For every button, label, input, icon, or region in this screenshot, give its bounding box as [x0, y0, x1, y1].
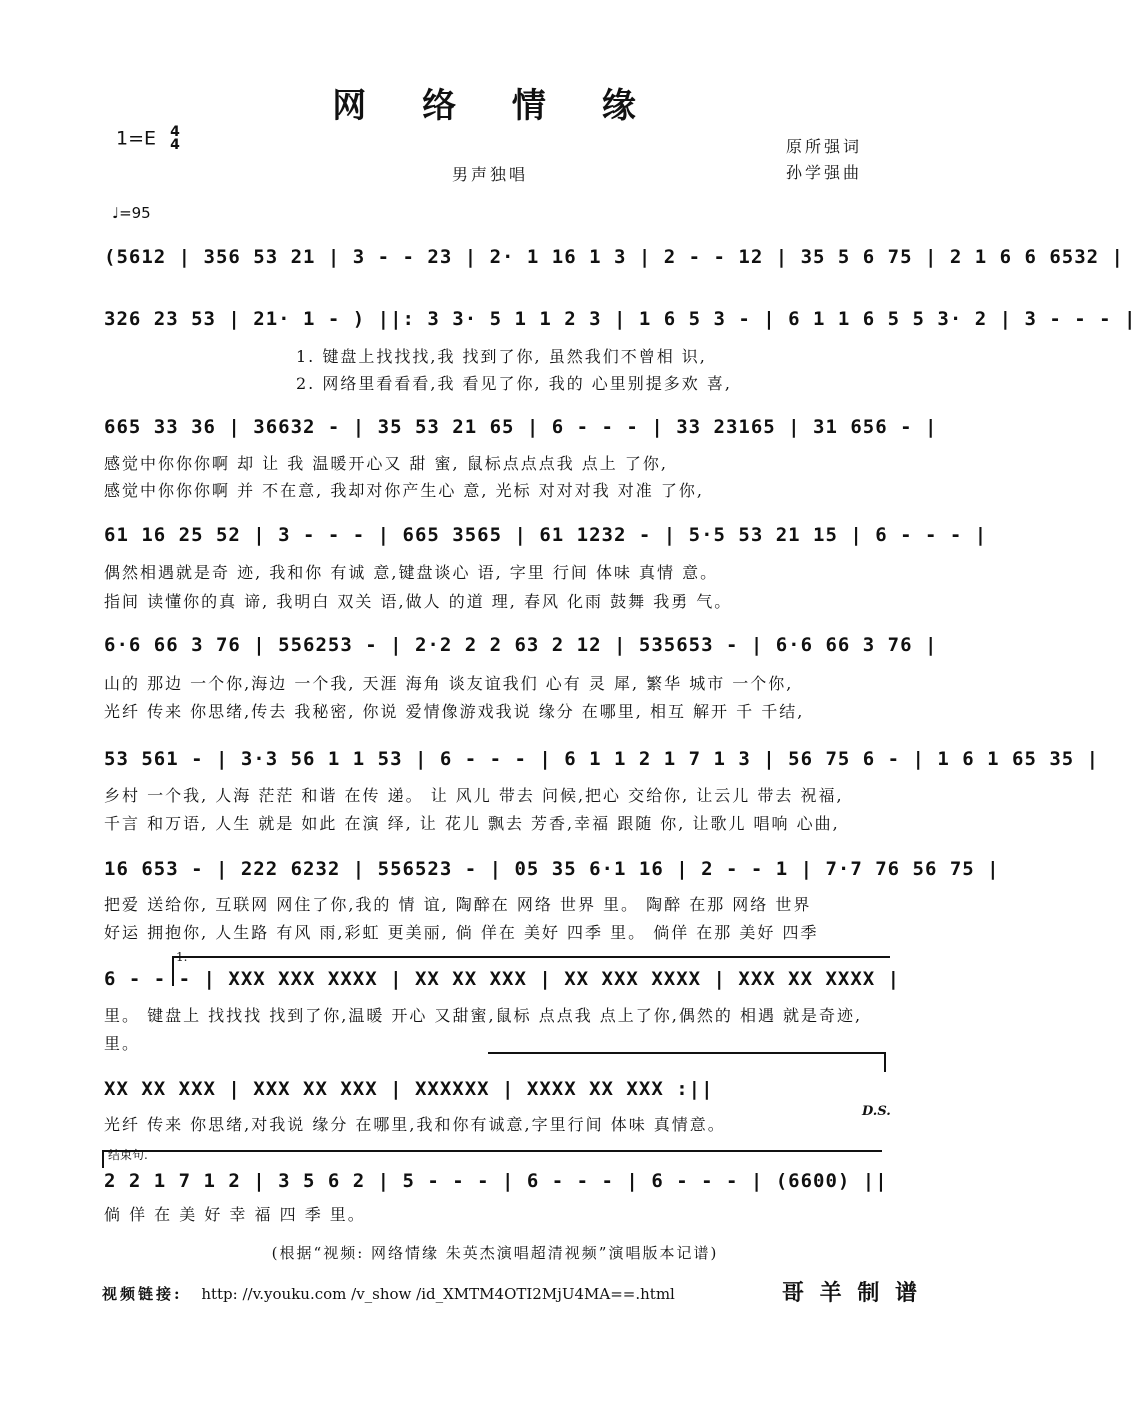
- volta-bracket: [172, 956, 890, 958]
- transcriber-signature: 哥 羊 制 谱: [782, 1280, 921, 1306]
- music-line-5: 6·6 66 3 76 | 556253 - | 2·2 2 2 63 2 12 | 535653 - | 6·6 66 3 76 |: [104, 634, 938, 656]
- composer-credit: 孙学强曲: [786, 163, 863, 182]
- song-title: 网 络 情 缘: [332, 86, 658, 126]
- lyric-line-8: 光纤 传来 你思绪,传去 我秘密, 你说 爱情像游戏我说 缘分 在哪里, 相互 解开 千 千结,: [104, 702, 805, 721]
- lyric-line-2: 2. 网络里看看看,我 看见了你, 我的 心里别提多欢 喜,: [296, 374, 732, 393]
- music-line-7: 16 653 - | 222 6232 | 556523 - | 05 35 6·1 16 | 2 - - 1 | 7·7 76 56 75 |: [104, 858, 1000, 880]
- music-line-6: 53 561 - | 3·3 56 1 1 53 | 6 - - - | 6 1 1 2 1 7 1 3 | 56 75 6 - | 1 6 1 65 35 |: [104, 748, 1100, 770]
- lyric-line-6: 指间 读懂你的真 谛, 我明白 双关 语,做人 的道 理, 春风 化雨 鼓舞 我勇 气。: [104, 592, 733, 611]
- ending-bracket: [102, 1150, 882, 1152]
- lyric-line-4: 感觉中你你你啊 并 不在意, 我却对你产生心 意, 光标 对对对我 对准 了你,: [104, 481, 704, 500]
- lyric-line-3: 感觉中你你你啊 却 让 我 温暖开心又 甜 蜜, 鼠标点点点我 点上 了你,: [104, 454, 668, 473]
- video-link-label: 视频链接:: [102, 1285, 183, 1303]
- music-line-3: 665 33 36 | 36632 - | 35 53 21 65 | 6 - - - | 33 23165 | 31 656 - |: [104, 416, 938, 438]
- source-note: (根据“视频: 网络情缘 朱英杰演唱超清视频”演唱版本记谱): [271, 1244, 719, 1262]
- ending-bracket-edge: [102, 1150, 104, 1168]
- music-line-10: 2 2 1 7 1 2 | 3 5 6 2 | 5 - - - | 6 - - - | 6 - - - | (6600) ||: [104, 1170, 888, 1192]
- lyric-line-9: 乡村 一个我, 人海 茫茫 和谐 在传 递。 让 风儿 带去 问候,把心 交给你, 让云儿 带去 祝福,: [104, 786, 844, 805]
- lyric-line-16: 倘 佯 在 美 好 幸 福 四 季 里。: [104, 1205, 366, 1224]
- lyric-line-12: 好运 拥抱你, 人生路 有风 雨,彩虹 更美丽, 倘 佯在 美好 四季 里。 倘佯 在那 美好 四季: [104, 923, 819, 942]
- lyricist-credit: 原所强词: [786, 137, 863, 156]
- time-signature-top: 4: [170, 124, 180, 140]
- repeat-bracket-edge: [884, 1052, 886, 1072]
- tempo-marking: ♩=95: [112, 204, 151, 222]
- volta-bracket-edge: [172, 956, 174, 986]
- lyric-line-13: 里。 键盘上 找找找 找到了你,温暖 开心 又甜蜜,鼠标 点点我 点上了你,偶然的 相遇 就是奇迹,: [104, 1006, 863, 1025]
- video-link[interactable]: http: //v.youku.com /v_show /id_XMTM4OTI2MjU4MA==.html: [201, 1285, 675, 1303]
- music-line-1: (5612 | 356 53 21 | 3 - - 23 | 2· 1 16 1 3 | 2 - - 12 | 35 5 6 75 | 2 1 6 6 6532 |: [104, 246, 1124, 268]
- lyric-line-11: 把爱 送给你, 互联网 网住了你,我的 情 谊, 陶醉在 网络 世界 里。 陶醉 在那 网络 世界: [104, 895, 812, 914]
- music-line-8: 6 - - - | XXX XXX XXXX | XX XX XXX | XX XXX XXXX | XXX XX XXXX |: [104, 968, 901, 990]
- lyric-line-1: 1. 键盘上找找找,我 找到了你, 虽然我们不曾相 识,: [296, 347, 707, 366]
- time-signature: [170, 126, 180, 152]
- lyric-line-10: 千言 和万语, 人生 就是 如此 在演 绎, 让 花儿 飘去 芳香,幸福 跟随 你, 让歌儿 唱响 心曲,: [104, 814, 840, 833]
- lyric-line-7: 山的 那边 一个你,海边 一个我, 天涯 海角 谈友谊我们 心有 灵 犀, 繁华 城市 一个你,: [104, 674, 794, 693]
- time-signature-bottom: 4: [170, 137, 180, 153]
- ending-mark: 结束句.: [108, 1148, 148, 1162]
- music-line-9: XX XX XXX | XXX XX XXX | XXXXXX | XXXX XX XXX :||: [104, 1078, 714, 1100]
- lyric-line-5: 偶然相遇就是奇 迹, 我和你 有诚 意,键盘谈心 语, 字里 行间 体味 真情 意。: [104, 563, 719, 582]
- key-label: 1=E: [116, 127, 157, 150]
- voice-type: 男声独唱: [452, 165, 529, 184]
- repeat-bracket: [488, 1052, 884, 1054]
- lyric-line-15: 光纤 传来 你思绪,对我说 缘分 在哪里,我和你有诚意,字里行间 体味 真情意。: [104, 1115, 726, 1134]
- key-signature: [116, 126, 180, 152]
- ds-mark: D.S.: [862, 1104, 891, 1119]
- music-line-2: 326 23 53 | 21· 1 - ) ||: 3 3· 5 1 1 2 3 | 1 6 5 3 - | 6 1 1 6 5 5 3· 2 | 3 - - - |: [104, 308, 1136, 330]
- volta-mark: 1.: [176, 950, 188, 964]
- video-link-row: [102, 1283, 675, 1304]
- lyric-line-14: 里。: [104, 1034, 141, 1053]
- music-line-4: 61 16 25 52 | 3 - - - | 665 3565 | 61 1232 - | 5·5 53 21 15 | 6 - - - |: [104, 524, 988, 546]
